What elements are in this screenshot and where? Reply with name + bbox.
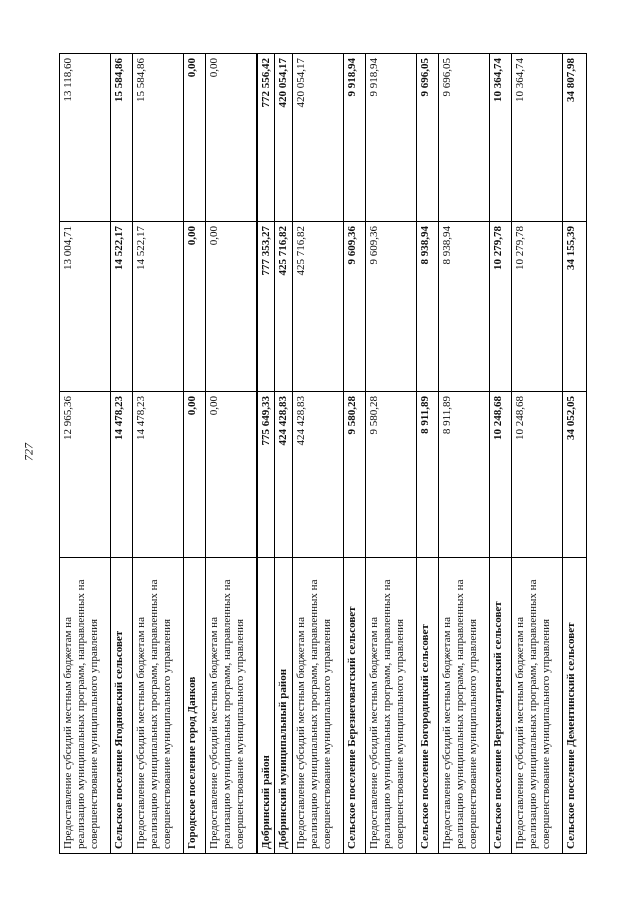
value-cell-1: 0,00 xyxy=(184,392,206,558)
value-cell-2: 10 279,78 xyxy=(490,222,512,392)
row-name-cell: Сельское поселение Верхнематренский сельсовет xyxy=(490,558,512,854)
table-row xyxy=(366,54,417,854)
value-cell-3: 34 807,98 xyxy=(563,54,587,222)
value-cell-1: 34 052,05 xyxy=(563,392,587,558)
row-name-cell: Сельское поселение Богородицкий сельсовет xyxy=(417,558,439,854)
value-cell-2: 425 716,82 xyxy=(275,222,293,392)
value-cell-2: 9 609,36 xyxy=(344,222,366,392)
value-cell-3: 0,00 xyxy=(184,54,206,222)
table-row xyxy=(512,54,563,854)
value-cell-2: 14 522,17 xyxy=(133,222,184,392)
row-name-cell: Предоставление субсидий местным бюджетам на реализацию муниципальных программ, направленных на совершенствование муниципального управления xyxy=(366,558,417,854)
value-cell-3: 15 584,86 xyxy=(133,54,184,222)
row-name-cell: Городское поселение город Данков xyxy=(184,558,206,854)
value-cell-3: 9 696,05 xyxy=(439,54,490,222)
budget-table xyxy=(59,53,587,854)
value-cell-1: 9 580,28 xyxy=(366,392,417,558)
table-row xyxy=(344,54,366,854)
row-name-cell: Предоставление субсидий местным бюджетам на реализацию муниципальных программ, направленных на совершенствование муниципального управления xyxy=(512,558,563,854)
table-row xyxy=(490,54,512,854)
value-cell-1: 12 965,36 xyxy=(60,392,111,558)
value-cell-3: 9 918,94 xyxy=(366,54,417,222)
table-row xyxy=(257,54,275,854)
value-cell-2: 34 155,39 xyxy=(563,222,587,392)
value-cell-1: 775 649,33 xyxy=(257,392,275,558)
table-row xyxy=(275,54,293,854)
value-cell-1: 14 478,23 xyxy=(133,392,184,558)
value-cell-1: 424 428,83 xyxy=(275,392,293,558)
row-name-cell: Сельское поселение Дементинский сельсовет xyxy=(563,558,587,854)
row-name-cell: Предоставление субсидий местным бюджетам на реализацию муниципальных программ, направленных на совершенствование муниципального управления xyxy=(133,558,184,854)
value-cell-2: 0,00 xyxy=(184,222,206,392)
value-cell-2: 14 522,17 xyxy=(111,222,133,392)
value-cell-3: 15 584,86 xyxy=(111,54,133,222)
page-number: 727 xyxy=(21,443,36,461)
row-name-cell: Предоставление субсидий местным бюджетам на реализацию муниципальных программ, направленных на совершенствование муниципального управления xyxy=(293,558,344,854)
value-cell-1: 10 248,68 xyxy=(512,392,563,558)
value-cell-3: 9 918,94 xyxy=(344,54,366,222)
value-cell-3: 772 556,42 xyxy=(257,54,275,222)
value-cell-1: 9 580,28 xyxy=(344,392,366,558)
table-row xyxy=(206,54,257,854)
value-cell-1: 8 911,89 xyxy=(417,392,439,558)
value-cell-2: 777 353,27 xyxy=(257,222,275,392)
row-name-cell: Добринский район xyxy=(257,558,275,854)
row-name-cell: Предоставление субсидий местным бюджетам на реализацию муниципальных программ, направленных на совершенствование муниципального управления xyxy=(60,558,111,854)
value-cell-1: 0,00 xyxy=(206,392,257,558)
row-name-cell: Добринский муниципальный район xyxy=(275,558,293,854)
value-cell-2: 13 004,71 xyxy=(60,222,111,392)
row-name-cell: Предоставление субсидий местным бюджетам на реализацию муниципальных программ, направленных на совершенствование муниципального управления xyxy=(439,558,490,854)
table-body xyxy=(60,54,587,854)
table-row xyxy=(293,54,344,854)
value-cell-3: 9 696,05 xyxy=(417,54,439,222)
value-cell-1: 14 478,23 xyxy=(111,392,133,558)
value-cell-1: 8 911,89 xyxy=(439,392,490,558)
table-row xyxy=(60,54,111,854)
table-row xyxy=(111,54,133,854)
value-cell-3: 420 054,17 xyxy=(293,54,344,222)
value-cell-3: 10 364,74 xyxy=(490,54,512,222)
value-cell-2: 0,00 xyxy=(206,222,257,392)
value-cell-2: 9 609,36 xyxy=(366,222,417,392)
table-container xyxy=(59,54,585,854)
value-cell-1: 424 428,83 xyxy=(293,392,344,558)
row-name-cell: Сельское поселение Березнеговатский сельсовет xyxy=(344,558,366,854)
value-cell-3: 420 054,17 xyxy=(275,54,293,222)
value-cell-3: 13 118,60 xyxy=(60,54,111,222)
value-cell-2: 8 938,94 xyxy=(439,222,490,392)
table-row xyxy=(417,54,439,854)
value-cell-2: 10 279,78 xyxy=(512,222,563,392)
table-row xyxy=(439,54,490,854)
table-row xyxy=(184,54,206,854)
table-row xyxy=(563,54,587,854)
value-cell-3: 0,00 xyxy=(206,54,257,222)
table-row xyxy=(133,54,184,854)
value-cell-2: 8 938,94 xyxy=(417,222,439,392)
value-cell-1: 10 248,68 xyxy=(490,392,512,558)
row-name-cell: Сельское поселение Ягодновский сельсовет xyxy=(111,558,133,854)
row-name-cell: Предоставление субсидий местным бюджетам на реализацию муниципальных программ, направленных на совершенствование муниципального управления xyxy=(206,558,257,854)
value-cell-3: 10 364,74 xyxy=(512,54,563,222)
value-cell-2: 425 716,82 xyxy=(293,222,344,392)
